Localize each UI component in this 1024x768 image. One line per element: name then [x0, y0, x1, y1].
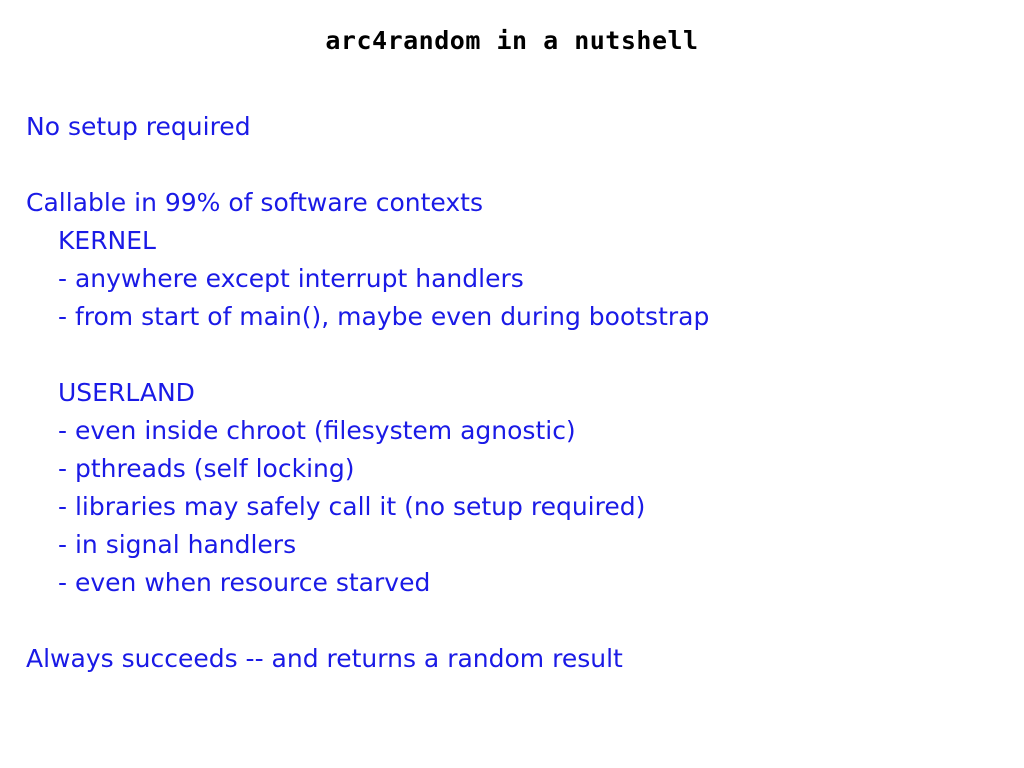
body-line: KERNEL	[58, 226, 156, 255]
body-line: - pthreads (self locking)	[58, 454, 355, 483]
body-line: No setup required	[26, 112, 251, 141]
body-spacer	[26, 602, 986, 640]
body-line: Always succeeds -- and returns a random result	[26, 644, 623, 673]
slide-title: arc4random in a nutshell	[325, 26, 699, 55]
body-line: - anywhere except interrupt handlers	[58, 264, 524, 293]
body-line: Callable in 99% of software contexts	[26, 188, 483, 217]
body-line: - libraries may safely call it (no setup required)	[58, 492, 646, 521]
slide-body	[26, 108, 986, 678]
body-spacer	[26, 336, 986, 374]
body-line: - from start of main(), maybe even during bootstrap	[58, 302, 710, 331]
body-spacer	[26, 146, 986, 184]
body-line: - even when resource starved	[58, 568, 431, 597]
body-line: - in signal handlers	[58, 530, 297, 559]
body-line: - even inside chroot (filesystem agnostic)	[58, 416, 576, 445]
body-line: USERLAND	[58, 378, 195, 407]
